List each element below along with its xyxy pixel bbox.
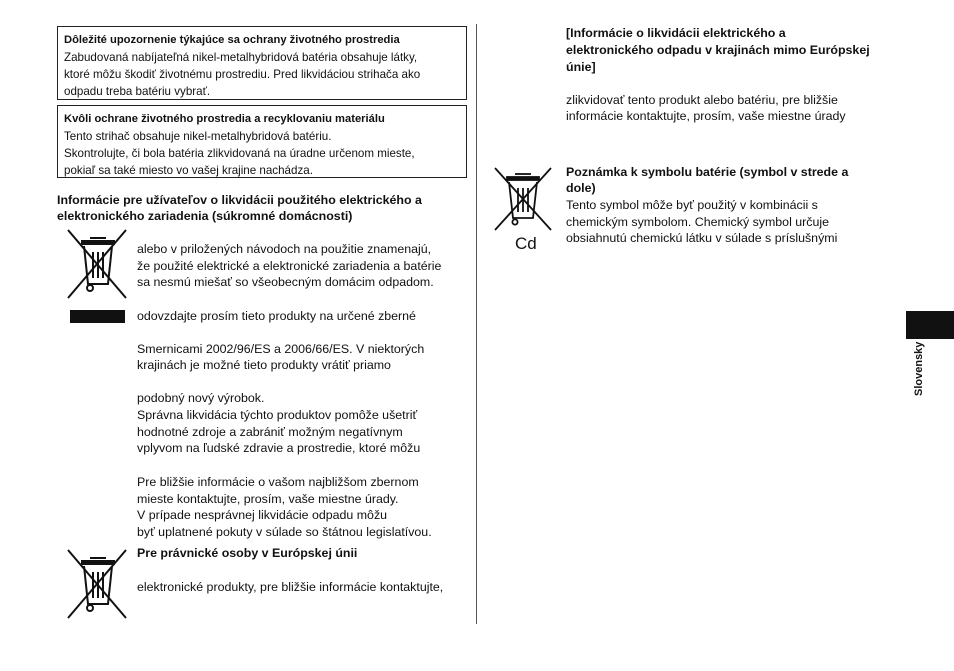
recycling-line: Skontrolujte, či bola batéria zlikvidovaná na úradne určenom mieste,	[64, 147, 415, 160]
users-paragraph-line: odovzdajte prosím tieto produkty na určené zberné	[137, 309, 416, 323]
recycling-line: Tento strihač obsahuje nikel-metalhybridová batériu.	[64, 130, 332, 143]
users-paragraph-line: V prípade nesprávnej likvidácie odpadu môžu	[137, 508, 388, 522]
outside-eu-heading-line: [Informácie o likvidácii elektrického a	[566, 26, 786, 40]
users-paragraph-line: Smernicami 2002/96/ES a 2006/66/ES. V niektorých	[137, 342, 425, 356]
column-divider	[476, 24, 477, 624]
users-paragraph-line: vplyvom na ľudské zdravie a prostredie, ktoré môžu	[137, 441, 421, 455]
battery-note-line: Tento symbol môže byť použitý v kombinácii s	[566, 198, 818, 212]
redacted-bar	[70, 310, 125, 323]
users-paragraph-line: že použité elektrické a elektronické zariadenia a batérie	[137, 259, 442, 273]
users-paragraph-line: mieste kontaktujte, prosím, vaše miestne úrady.	[137, 492, 399, 506]
users-paragraph-line: alebo v priložených návodoch na použitie znamenajú,	[137, 242, 432, 256]
users-paragraph-line: sa nesmú miešať so všeobecným domácim odpadom.	[137, 275, 434, 289]
battery-note-line: obsiahnutú chemickú látku v súlade s príslušnými	[566, 231, 838, 245]
outside-eu-heading-line: elektronického odpadu v krajinách mimo Európskej	[566, 43, 870, 57]
language-tab-marker	[906, 311, 954, 339]
outside-eu-line: informácie kontaktujte, prosím, vaše miestne úrady	[566, 109, 846, 123]
crossed-bin-icon	[66, 228, 128, 300]
crossed-bin-cd-icon	[493, 166, 553, 236]
battery-note-heading-line: dole)	[566, 181, 596, 195]
users-heading-line: Informácie pre užívateľov o likvidácii použitého elektrického a	[57, 193, 422, 207]
outside-eu-line: zlikvidovať tento produkt alebo batériu, pre bližšie	[566, 93, 838, 107]
environment-warning-line: odpadu treba batériu vybrať.	[64, 85, 211, 98]
environment-warning-line: ktoré môžu škodiť životnému prostrediu. Pred likvidáciou strihača ako	[64, 68, 421, 81]
users-paragraph-line: Správna likvidácia týchto produktov pomôže ušetriť	[137, 408, 418, 422]
crossed-bin-icon	[66, 548, 128, 620]
battery-note-heading-line: Poznámka k symbolu batérie (symbol v strede a	[566, 165, 849, 179]
users-paragraph-line: byť uplatnené pokuty v súlade so štátnou legislatívou.	[137, 525, 432, 539]
users-paragraph-line: krajinách je možné tieto produkty vrátiť priamo	[137, 358, 391, 372]
recycling-line: pokiaľ sa také miesto vo vašej krajine nachádza.	[64, 164, 313, 177]
cadmium-symbol-label: Cd	[515, 234, 537, 253]
users-paragraph-line: Pre bližšie informácie o vašom najbližšom zbernom	[137, 475, 419, 489]
users-heading-line: elektronického zariadenia (súkromné domácnosti)	[57, 209, 353, 223]
recycling-title: Kvôli ochrane životného prostredia a recyklovaniu materiálu	[64, 113, 385, 125]
environment-warning-title: Dôležité upozornenie týkajúce sa ochrany životného prostredia	[64, 34, 400, 46]
environment-warning-box	[57, 26, 467, 100]
battery-note-line: chemickým symbolom. Chemický symbol určuje	[566, 215, 830, 229]
users-paragraph-line: hodnotné zdroje a zabrániť možným negatívnym	[137, 425, 403, 439]
outside-eu-heading-line: únie]	[566, 60, 596, 74]
legal-heading: Pre právnické osoby v Európskej únii	[137, 546, 358, 560]
environment-warning-line: Zabudovaná nabíjateľná nikel-metalhybridová batéria obsahuje látky,	[64, 51, 418, 64]
users-paragraph-line: podobný nový výrobok.	[137, 391, 265, 405]
language-tab-label: Slovensky	[913, 342, 925, 397]
legal-line: elektronické produkty, pre bližšie informácie kontaktujte,	[137, 580, 444, 594]
recycling-box	[57, 105, 467, 178]
